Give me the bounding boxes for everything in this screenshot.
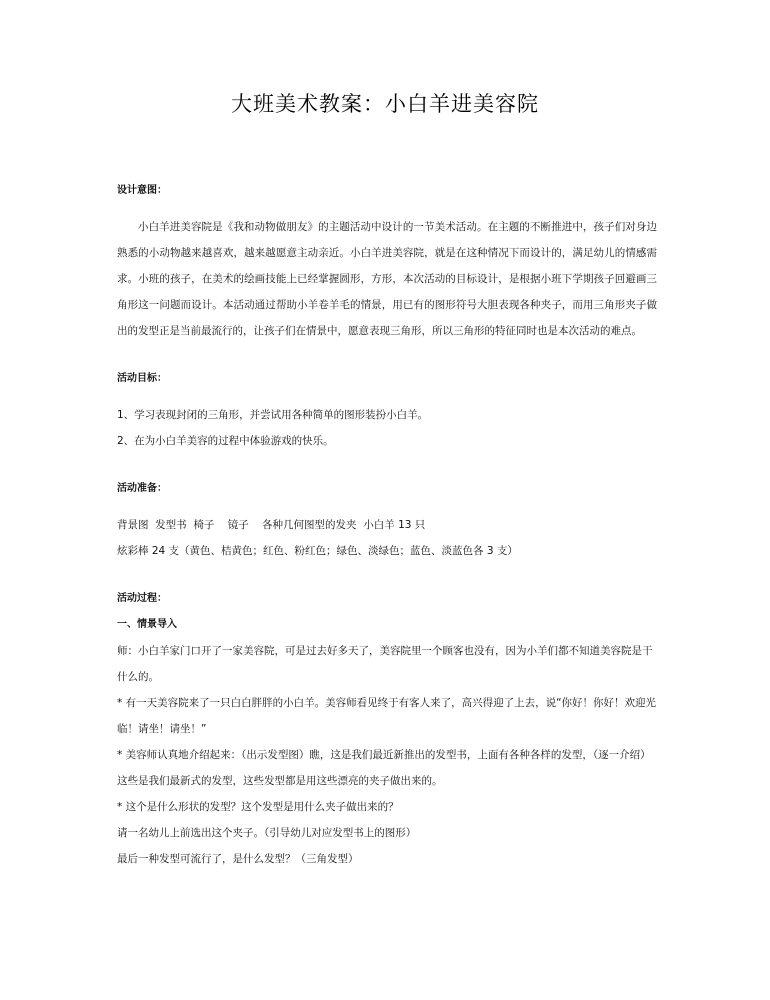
spacer bbox=[117, 564, 657, 586]
process-line-3: * 美容师认真地介绍起来：（出示发型图）瞧，这是我们最近新推出的发型书，上面有各种各样的发型，（逐一介绍）这些是我们最新式的发型，这些发型都是用这些漂亮的夹子做出来的。 bbox=[117, 749, 651, 787]
spacer bbox=[117, 502, 657, 512]
document-body bbox=[117, 178, 657, 872]
process-line-4: * 这个是什么形状的发型？这个发型是用什么夹子做出来的？ bbox=[117, 801, 399, 813]
prep-item-1: 背景图 发型书 椅子 镜子 各种几何图型的发夹 小白羊 13 只 bbox=[117, 519, 426, 531]
spacer bbox=[117, 344, 657, 366]
process-line-6: 最后一种发型可流行了，是什么发型？（三角发型） bbox=[117, 853, 359, 865]
process-line-2: * 有一天美容院来了一只白白胖胖的小白羊。美容师看见终于有客人来了，高兴得迎了上去，说“你好！你好！欢迎光临！请坐！请坐！” bbox=[117, 697, 657, 735]
goal-item-1: 1、学习表现封闭的三角形，并尝试用各种简单的图形装扮小白羊。 bbox=[117, 409, 429, 421]
goal-item-2: 2、在为小白羊美容的过程中体验游戏的快乐。 bbox=[117, 435, 334, 447]
prep-item-2: 炫彩棒 24 支（黄色、桔黄色；红色、粉红色；绿色、淡绿色；蓝色、淡蓝色各 3 支） bbox=[117, 545, 518, 557]
prep-heading: 活动准备： bbox=[117, 483, 167, 494]
document-title: 大班美术教案：小白羊进美容院 bbox=[231, 92, 539, 116]
design-heading: 设计意图： bbox=[117, 185, 167, 196]
process-line-5: 请一名幼儿上前选出这个夹子。（引导幼儿对应发型书上的图形） bbox=[117, 827, 417, 839]
process-subheading: 一、情景导入 bbox=[117, 619, 177, 630]
process-line-1: 师：小白羊家门口开了一家美容院，可是过去好多天了，美容院里一个顾客也没有，因为小羊们都不知道美容院是干什么的。 bbox=[117, 645, 653, 683]
spacer bbox=[117, 392, 657, 402]
process-heading: 活动过程： bbox=[117, 593, 167, 604]
spacer bbox=[117, 454, 657, 476]
goals-heading: 活动目标： bbox=[117, 373, 167, 384]
design-paragraph: 小白羊进美容院是《我和动物做朋友》的主题活动中设计的一节美术活动。在主题的不断推进中，孩子们对身边熟悉的小动物越来越喜欢，越来越愿意主动亲近。小白羊进美容院，就是在这种情况下而设计的，满足幼儿的情感需求。小班的孩子，在美术的绘画技能上已经掌握圆形，方形，本次活动的目标设计，是根据小班下学期孩子回避画三角形这一问题而设计。本活动通过帮助小羊卷羊毛的情景，用已有的图形符号大胆表现各种夹子，而用三角形夹子做出的发型正是当前最流行的，让孩子们在情景中，愿意表现三角形，所以三角形的特征同时也是本次活动的难点。 bbox=[117, 221, 657, 337]
spacer bbox=[117, 204, 657, 214]
